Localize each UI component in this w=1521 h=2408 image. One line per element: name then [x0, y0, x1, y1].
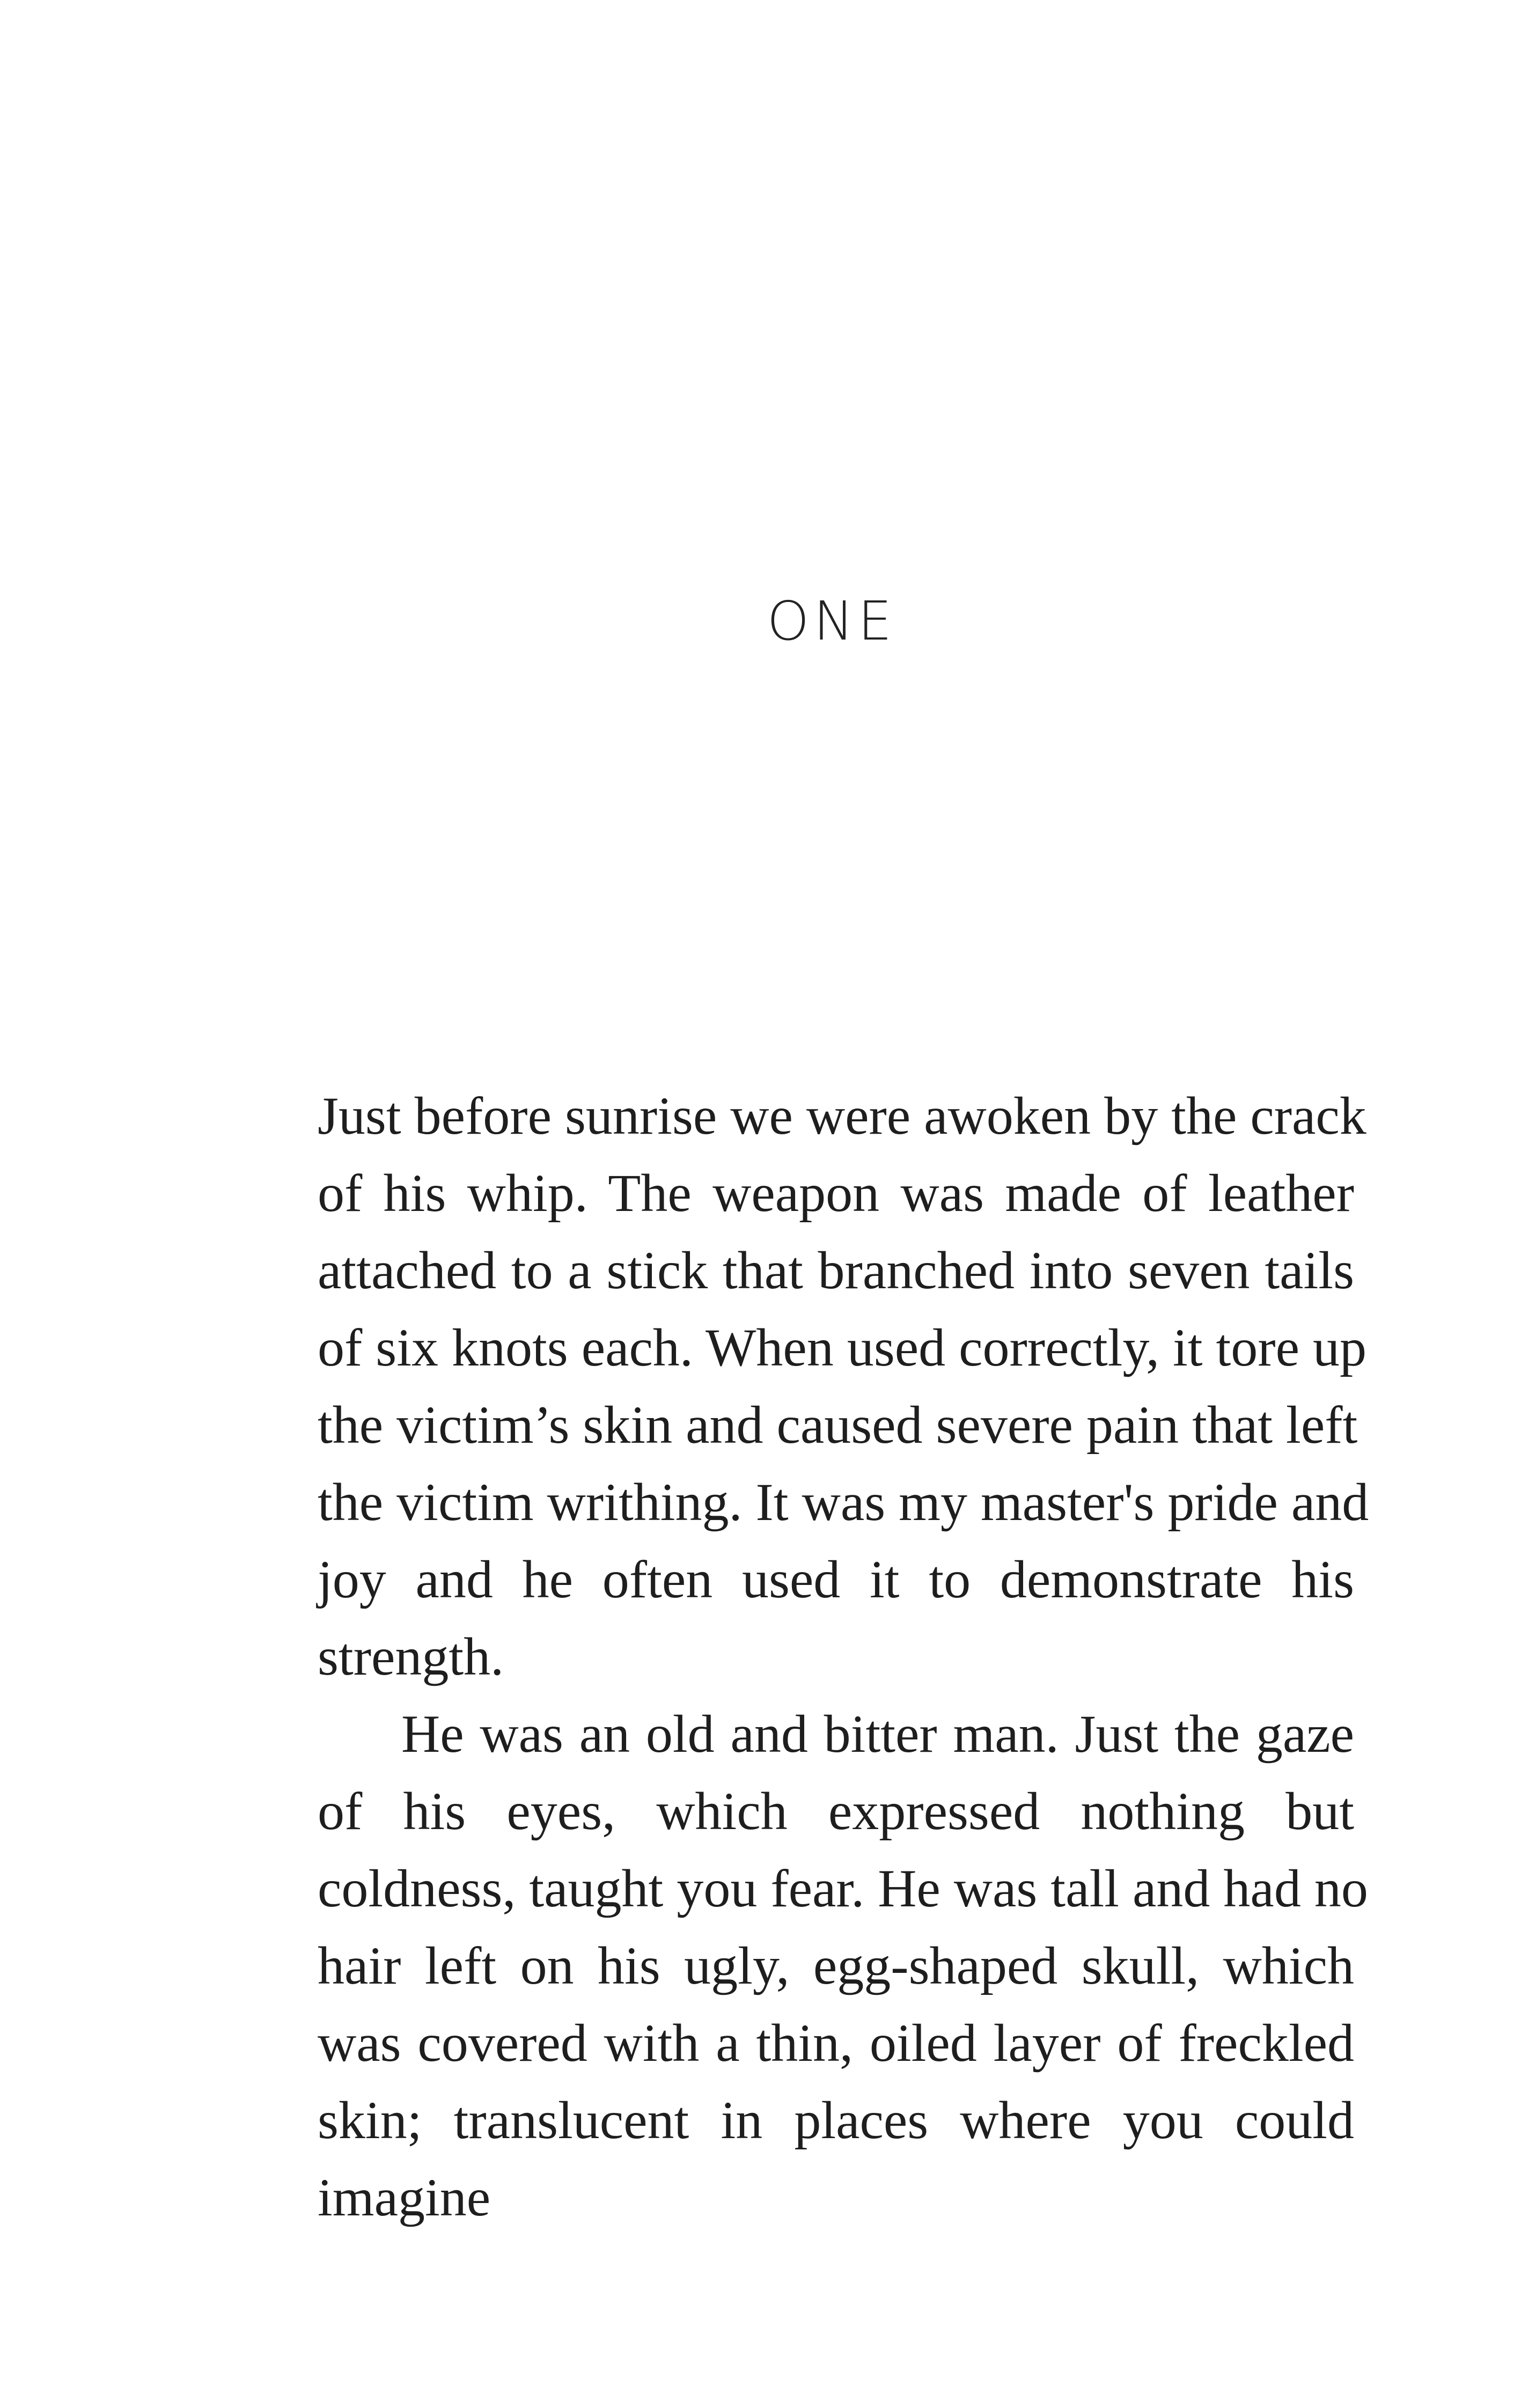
- text-line: joy and he often used it to demonstrate his: [318, 1550, 1354, 1609]
- paragraph-1: [318, 1077, 1369, 1695]
- text-line: of his eyes, which expressed nothing but: [318, 1781, 1354, 1841]
- paragraph-2: [318, 1695, 1368, 2236]
- text-line: the victim’s skin and caused severe pain that left: [318, 1395, 1358, 1455]
- text-line: was covered with a thin, oiled layer of freckled: [318, 2013, 1354, 2073]
- text-line: hair left on his ugly, egg-shaped skull, which: [318, 1936, 1354, 1995]
- text-line: strength.: [318, 1627, 504, 1686]
- text-line: coldness, taught you fear. He was tall and had no: [318, 1859, 1368, 1918]
- chapter-body: [318, 1077, 1369, 2236]
- text-line: of six knots each. When used correctly, it tore up: [318, 1318, 1366, 1377]
- text-line: He was an old and bitter man. Just the gaze: [401, 1704, 1354, 1764]
- text-line: the victim writhing. It was my master's pride and: [318, 1472, 1369, 1532]
- chapter-title: ONE: [767, 590, 897, 652]
- text-line: imagine: [318, 2168, 491, 2227]
- text-line: of his whip. The weapon was made of leather: [318, 1163, 1354, 1223]
- text-line: Just before sunrise we were awoken by the crack: [318, 1086, 1366, 1146]
- text-line: attached to a stick that branched into seven tails: [318, 1240, 1354, 1300]
- text-line: skin; translucent in places where you could: [318, 2090, 1354, 2150]
